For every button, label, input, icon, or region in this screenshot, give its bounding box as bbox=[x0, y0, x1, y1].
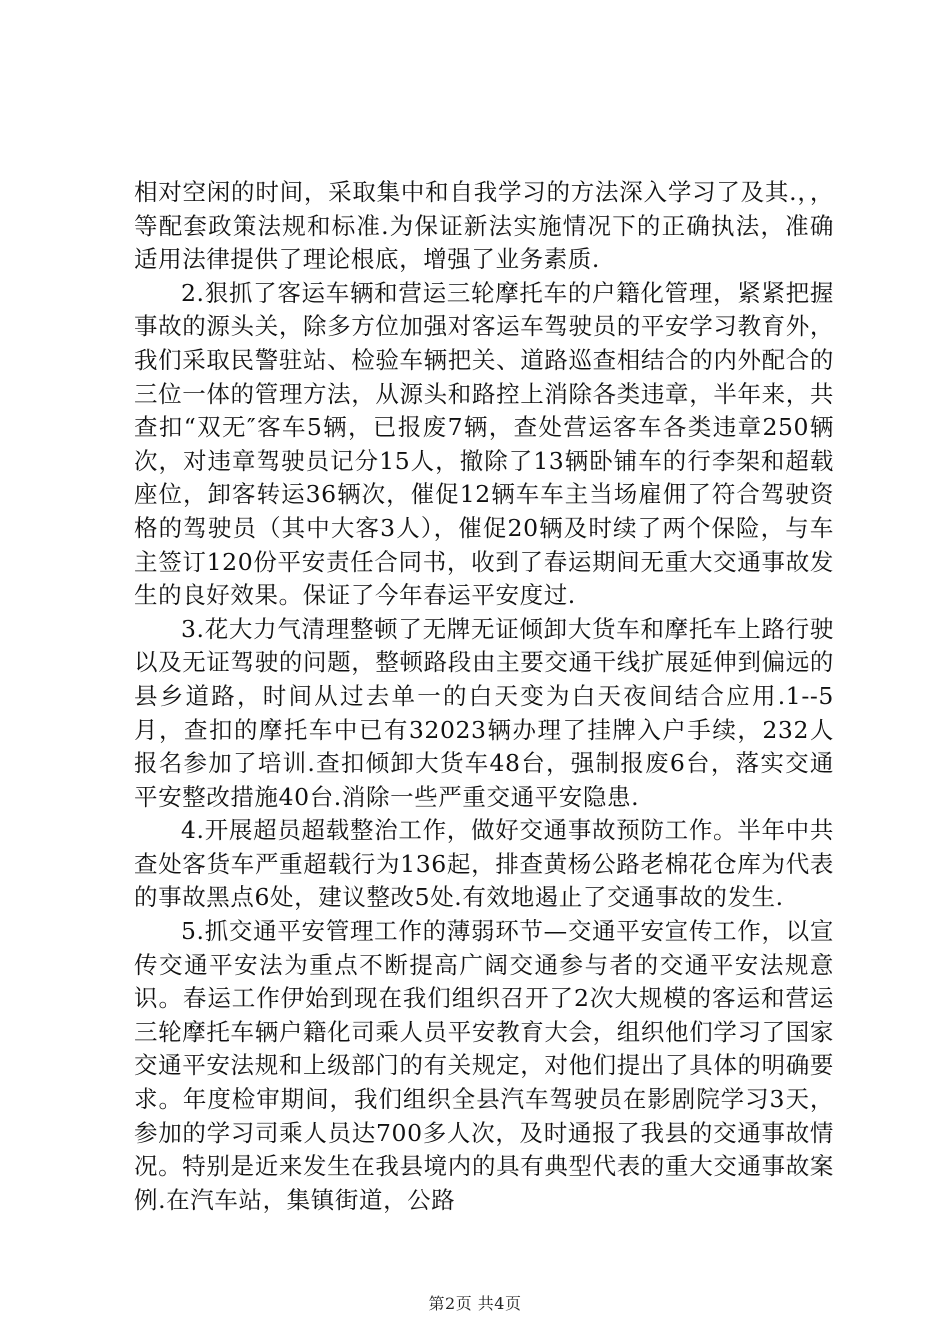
document-body bbox=[134, 176, 834, 1217]
paragraph-item-2: 2.狠抓了客运车辆和营运三轮摩托车的户籍化管理，紧紧把握事故的源头关，除多方位加强对客运车驾驶员的平安学习教育外，我们采取民警驻站、检验车辆把关、道路巡查相结合的内外配合的三位一体的管理方法，从源头和路控上消除各类违章，半年来，共查扣“双无″客车5辆，已报废7辆，查处营运客车各类违章250辆次，对违章驾驶员记分15人，撤除了13辆卧铺车的行李架和超载座位，卸客转运36辆次，催促12辆车车主当场雇佣了符合驾驶资格的驾驶员（其中大客3人），催促20辆及时续了两个保险，与车主签订120份平安责任合同书，收到了春运期间无重大交通事故发生的良好效果。保证了今年春运平安度过. bbox=[134, 278, 834, 610]
paragraph-item-4: 4.开展超员超载整治工作，做好交通事故预防工作。半年中共查处客货车严重超载行为136起，排查黄杨公路老棉花仓库为代表的事故黑点6处，建议整改5处.有效地遏止了交通事故的发生. bbox=[134, 816, 834, 912]
paragraph-item-5: 5.抓交通平安管理工作的薄弱环节—交通平安宣传工作，以宣传交通平安法为重点不断提高广阔交通参与者的交通平安法规意识。春运工作伊始到现在我们组织召开了2次大规模的客运和营运三轮摩托车辆户籍化司乘人员平安教育大会，组织他们学习了国家交通平安法规和上级部门的有关规定，对他们提出了具体的明确要求。年度检审期间，我们组织全县汽车驾驶员在影剧院学习3天，参加的学习司乘人员达700多人次，及时通报了我县的交通事故情况。特别是近来发生在我县境内的具有典型代表的重大交通事故案例.在汽车站，集镇街道，公路 bbox=[134, 917, 834, 1214]
paragraph-item-3: 3.花大力气清理整顿了无牌无证倾卸大货车和摩托车上路行驶以及无证驾驶的问题，整顿路段由主要交通干线扩展延伸到偏远的县乡道路，时间从过去单一的白天变为白天夜间结合应用.1--5月，查扣的摩托车中已有32023辆办理了挂牌入户手续，232人报名参加了培训.查扣倾卸大货车48台，强制报废6台，落实交通平安整改措施40台.消除一些严重交通平安隐患. bbox=[134, 614, 834, 811]
paragraph-continuation: 相对空闲的时间，采取集中和自我学习的方法深入学习了及其.，，等配套政策法规和标准.为保证新法实施情况下的正确执法，准确适用法律提供了理论根底，增强了业务素质. bbox=[134, 178, 834, 274]
page-footer: 第2页 共4页 bbox=[428, 1294, 522, 1313]
